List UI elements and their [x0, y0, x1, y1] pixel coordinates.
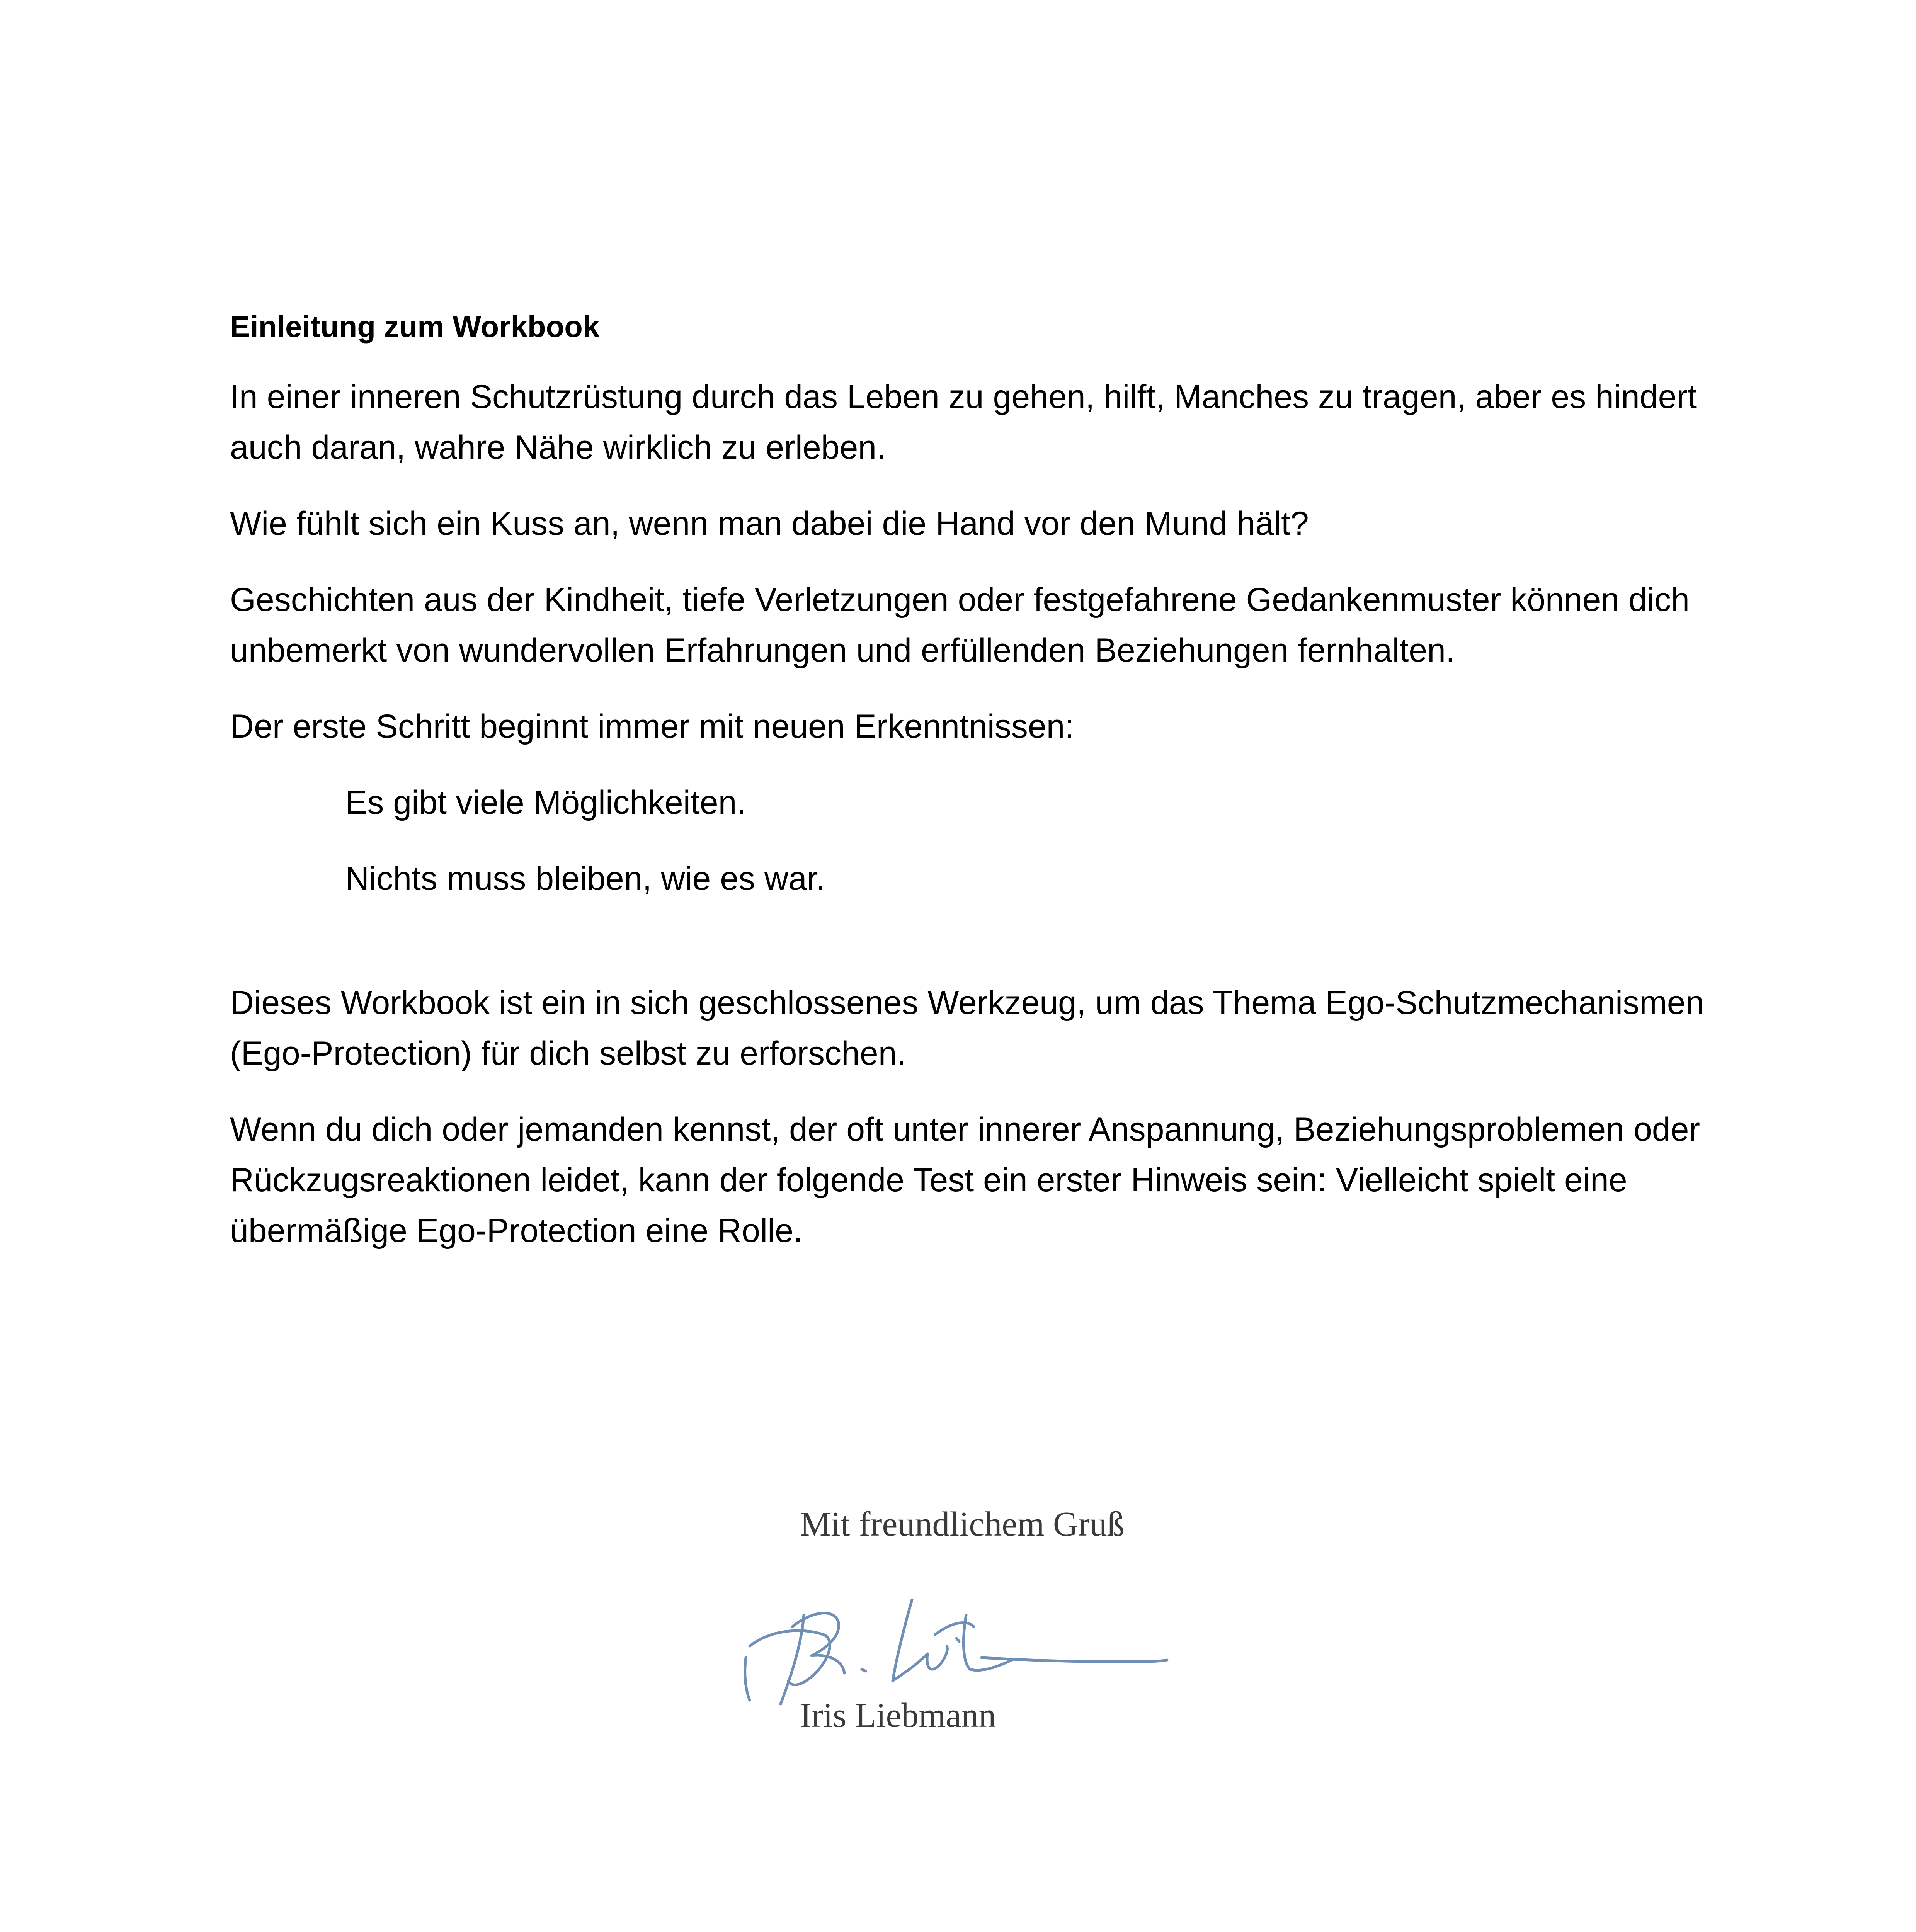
paragraph-kiss-question: Wie fühlt sich ein Kuss an, wenn man dabei die Hand vor den Mund hält?	[230, 505, 1309, 542]
document-body	[230, 305, 1722, 1282]
paragraph-test-hint: Wenn du dich oder jemanden kennst, der oft unter innerer Anspannung, Beziehungsproblemen oder Rückzugsreaktionen leidet, kann der folgende Test ein erster Hinweis sein: Vielleicht spielt eine übermäßige Ego-Protection eine Rolle.	[230, 1111, 1700, 1249]
paragraph-first-step: Der erste Schritt beginnt immer mit neuen Erkenntnissen:	[230, 708, 1074, 745]
closing-greeting: Mit freundlichem Gruß	[800, 1505, 1125, 1543]
indented-line-nothing-stays: Nichts muss bleiben, wie es war.	[345, 860, 825, 897]
paragraph-protective-armor: In einer inneren Schutzrüstung durch das Leben zu gehen, hilft, Manches zu tragen, aber es hindert auch daran, wahre Nähe wirklich zu erleben.	[230, 378, 1697, 466]
paragraph-childhood-stories: Geschichten aus der Kindheit, tiefe Verletzungen oder festgefahrene Gedankenmuster können dich unbemerkt von wundervollen Erfahrungen und erfüllenden Beziehungen fernhalten.	[230, 581, 1690, 669]
document-heading: Einleitung zum Workbook	[230, 310, 600, 344]
paragraph-workbook-tool: Dieses Workbook ist ein in sich geschlossenes Werkzeug, um das Thema Ego-Schutzmechanismen (Ego-Protection) für dich selbst zu erforschen.	[230, 984, 1704, 1072]
indented-line-possibilities: Es gibt viele Möglichkeiten.	[345, 784, 746, 821]
signer-name: Iris Liebmann	[800, 1696, 996, 1735]
